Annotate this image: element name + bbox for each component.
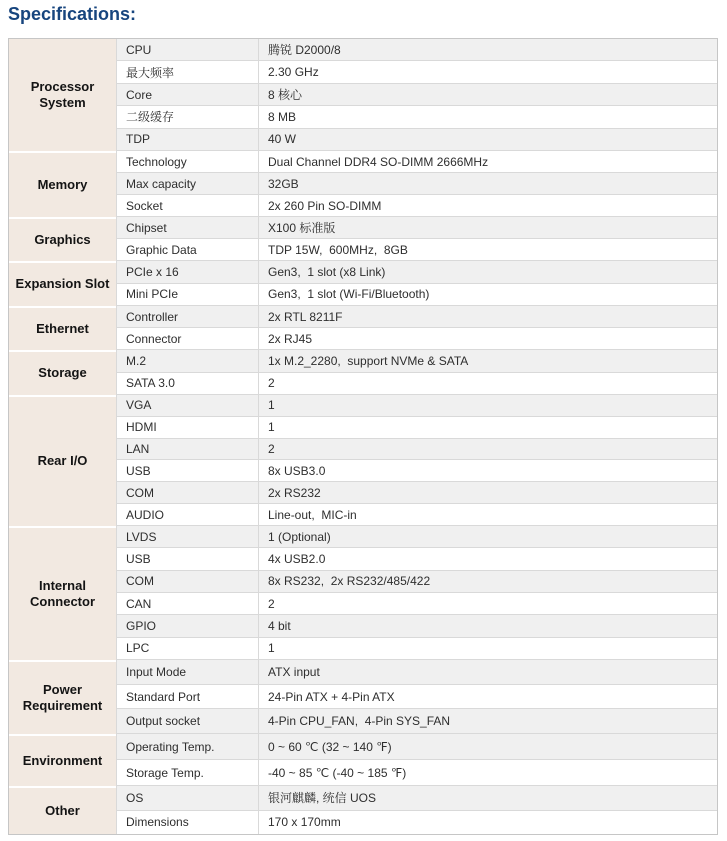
spec-name-cell: Chipset bbox=[116, 217, 258, 238]
section-rows bbox=[116, 734, 717, 786]
spec-name-cell: Mini PCIe bbox=[116, 284, 258, 306]
spec-row bbox=[116, 217, 717, 239]
spec-value-cell: 40 W bbox=[258, 129, 717, 150]
spec-row bbox=[116, 195, 717, 216]
spec-row bbox=[116, 685, 717, 710]
spec-name-cell: Technology bbox=[116, 151, 258, 172]
category-label: Storage bbox=[38, 365, 87, 381]
spec-name-cell: COM bbox=[116, 482, 258, 503]
section-expansion-slot bbox=[9, 261, 717, 306]
category-cell bbox=[9, 217, 116, 261]
spec-value-cell: 2x RTL 8211F bbox=[258, 306, 717, 327]
category-cell bbox=[9, 786, 116, 834]
spec-value-cell: 1 bbox=[258, 395, 717, 416]
category-cell bbox=[9, 734, 116, 786]
spec-value-cell: 32GB bbox=[258, 173, 717, 194]
spec-value-cell: X100 标准版 bbox=[258, 217, 717, 238]
spec-row bbox=[116, 373, 717, 395]
category-label: Graphics bbox=[34, 231, 91, 247]
spec-name-cell: LAN bbox=[116, 439, 258, 460]
spec-name-cell: USB bbox=[116, 548, 258, 569]
spec-value-cell: 24-Pin ATX + 4-Pin ATX bbox=[258, 685, 717, 709]
spec-value-cell: 1 (Optional) bbox=[258, 526, 717, 547]
spec-row bbox=[116, 786, 717, 811]
spec-name-cell: GPIO bbox=[116, 615, 258, 636]
spec-name-cell: VGA bbox=[116, 395, 258, 416]
spec-row bbox=[116, 261, 717, 284]
spec-row bbox=[116, 395, 717, 417]
spec-value-cell: 8 MB bbox=[258, 106, 717, 127]
spec-row bbox=[116, 593, 717, 615]
spec-row bbox=[116, 482, 717, 504]
spec-name-cell: OS bbox=[116, 786, 258, 810]
spec-name-cell: COM bbox=[116, 571, 258, 592]
spec-row bbox=[116, 548, 717, 570]
category-cell bbox=[9, 151, 116, 217]
section-rows bbox=[116, 151, 717, 217]
section-rows bbox=[116, 306, 717, 350]
spec-row bbox=[116, 239, 717, 260]
section-rows bbox=[116, 786, 717, 834]
spec-name-cell: LVDS bbox=[116, 526, 258, 547]
category-cell bbox=[9, 350, 116, 395]
spec-row bbox=[116, 571, 717, 593]
spec-row bbox=[116, 173, 717, 195]
spec-name-cell: Socket bbox=[116, 195, 258, 216]
section-graphics bbox=[9, 217, 717, 261]
spec-name-cell: AUDIO bbox=[116, 504, 258, 525]
category-label: Power Requirement bbox=[22, 681, 103, 713]
category-label: Expansion Slot bbox=[15, 276, 110, 292]
category-cell bbox=[9, 306, 116, 350]
spec-name-cell: HDMI bbox=[116, 417, 258, 438]
section-ethernet bbox=[9, 306, 717, 350]
spec-row bbox=[116, 61, 717, 83]
spec-row bbox=[116, 350, 717, 373]
spec-row bbox=[116, 39, 717, 61]
spec-name-cell: Graphic Data bbox=[116, 239, 258, 260]
section-rear-i-o bbox=[9, 395, 717, 526]
spec-name-cell: 最大频率 bbox=[116, 61, 258, 82]
spec-name-cell: Core bbox=[116, 84, 258, 105]
spec-value-cell: ATX input bbox=[258, 660, 717, 684]
spec-value-cell: 4-Pin CPU_FAN, 4-Pin SYS_FAN bbox=[258, 709, 717, 733]
section-rows bbox=[116, 217, 717, 261]
section-environment bbox=[9, 734, 717, 786]
spec-name-cell: 二级缓存 bbox=[116, 106, 258, 127]
spec-row bbox=[116, 504, 717, 525]
category-label: Rear I/O bbox=[37, 453, 88, 469]
spec-value-cell: Gen3, 1 slot (x8 Link) bbox=[258, 261, 717, 283]
spec-row bbox=[116, 660, 717, 685]
spec-name-cell: SATA 3.0 bbox=[116, 373, 258, 395]
category-label: Other bbox=[45, 802, 80, 818]
spec-value-cell: 2x RJ45 bbox=[258, 328, 717, 349]
spec-name-cell: PCIe x 16 bbox=[116, 261, 258, 283]
spec-name-cell: Input Mode bbox=[116, 660, 258, 684]
spec-value-cell: TDP 15W, 600MHz, 8GB bbox=[258, 239, 717, 260]
spec-row bbox=[116, 811, 717, 835]
category-label: Ethernet bbox=[36, 320, 89, 336]
spec-value-cell: 2 bbox=[258, 593, 717, 614]
spec-row bbox=[116, 328, 717, 349]
spec-value-cell: 2x RS232 bbox=[258, 482, 717, 503]
section-rows bbox=[116, 526, 717, 660]
category-label: Environment bbox=[22, 752, 103, 768]
spec-value-cell: 银河麒麟, 统信 UOS bbox=[258, 786, 717, 810]
spec-value-cell: 0 ~ 60 ℃ (32 ~ 140 ℉) bbox=[258, 734, 717, 759]
category-cell bbox=[9, 660, 116, 734]
spec-row bbox=[116, 638, 717, 659]
spec-table bbox=[8, 38, 718, 835]
spec-name-cell: Dimensions bbox=[116, 811, 258, 835]
section-other bbox=[9, 786, 717, 834]
category-label: Internal Connector bbox=[30, 577, 95, 609]
spec-name-cell: Standard Port bbox=[116, 685, 258, 709]
spec-name-cell: CAN bbox=[116, 593, 258, 614]
category-cell bbox=[9, 39, 116, 151]
spec-value-cell: 2 bbox=[258, 373, 717, 395]
spec-row bbox=[116, 760, 717, 785]
section-processor-system bbox=[9, 39, 717, 151]
section-rows bbox=[116, 395, 717, 526]
spec-row bbox=[116, 417, 717, 439]
spec-row bbox=[116, 709, 717, 733]
spec-row bbox=[116, 439, 717, 461]
spec-name-cell: CPU bbox=[116, 39, 258, 60]
category-cell bbox=[9, 261, 116, 306]
spec-row bbox=[116, 84, 717, 106]
spec-value-cell: 2.30 GHz bbox=[258, 61, 717, 82]
spec-row bbox=[116, 106, 717, 128]
spec-row bbox=[116, 284, 717, 306]
spec-value-cell: 1x M.2_2280, support NVMe & SATA bbox=[258, 350, 717, 372]
spec-value-cell: Dual Channel DDR4 SO-DIMM 2666MHz bbox=[258, 151, 717, 172]
spec-value-cell: 4x USB2.0 bbox=[258, 548, 717, 569]
spec-value-cell: 4 bit bbox=[258, 615, 717, 636]
spec-name-cell: Connector bbox=[116, 328, 258, 349]
spec-value-cell: 2 bbox=[258, 439, 717, 460]
spec-name-cell: Storage Temp. bbox=[116, 760, 258, 785]
spec-value-cell: 8x RS232, 2x RS232/485/422 bbox=[258, 571, 717, 592]
category-label: Processor System bbox=[30, 78, 95, 110]
section-power-requirement bbox=[9, 660, 717, 734]
section-memory bbox=[9, 151, 717, 217]
spec-row bbox=[116, 151, 717, 173]
spec-row bbox=[116, 306, 717, 328]
spec-row bbox=[116, 734, 717, 760]
spec-name-cell: Controller bbox=[116, 306, 258, 327]
spec-value-cell: 1 bbox=[258, 417, 717, 438]
spec-row bbox=[116, 129, 717, 150]
spec-value-cell: 腾锐 D2000/8 bbox=[258, 39, 717, 60]
spec-name-cell: USB bbox=[116, 460, 258, 481]
spec-name-cell: M.2 bbox=[116, 350, 258, 372]
spec-value-cell: 8x USB3.0 bbox=[258, 460, 717, 481]
page-title: Specifications: bbox=[8, 4, 137, 24]
section-rows bbox=[116, 660, 717, 734]
spec-value-cell: 8 核心 bbox=[258, 84, 717, 105]
spec-name-cell: TDP bbox=[116, 129, 258, 150]
spec-value-cell: 2x 260 Pin SO-DIMM bbox=[258, 195, 717, 216]
spec-name-cell: Output socket bbox=[116, 709, 258, 733]
spec-row bbox=[116, 615, 717, 637]
category-label: Memory bbox=[37, 176, 88, 192]
spec-value-cell: -40 ~ 85 ℃ (-40 ~ 185 ℉) bbox=[258, 760, 717, 785]
spec-value-cell: 1 bbox=[258, 638, 717, 659]
spec-value-cell: Gen3, 1 slot (Wi-Fi/Bluetooth) bbox=[258, 284, 717, 306]
section-internal-connector bbox=[9, 526, 717, 660]
spec-value-cell: 170 x 170mm bbox=[258, 811, 717, 835]
spec-name-cell: LPC bbox=[116, 638, 258, 659]
spec-name-cell: Max capacity bbox=[116, 173, 258, 194]
spec-name-cell: Operating Temp. bbox=[116, 734, 258, 759]
category-cell bbox=[9, 395, 116, 526]
spec-value-cell: Line-out, MIC-in bbox=[258, 504, 717, 525]
section-rows bbox=[116, 39, 717, 151]
spec-row bbox=[116, 460, 717, 482]
spec-row bbox=[116, 526, 717, 548]
section-storage bbox=[9, 350, 717, 395]
section-rows bbox=[116, 261, 717, 306]
section-rows bbox=[116, 350, 717, 395]
category-cell bbox=[9, 526, 116, 660]
